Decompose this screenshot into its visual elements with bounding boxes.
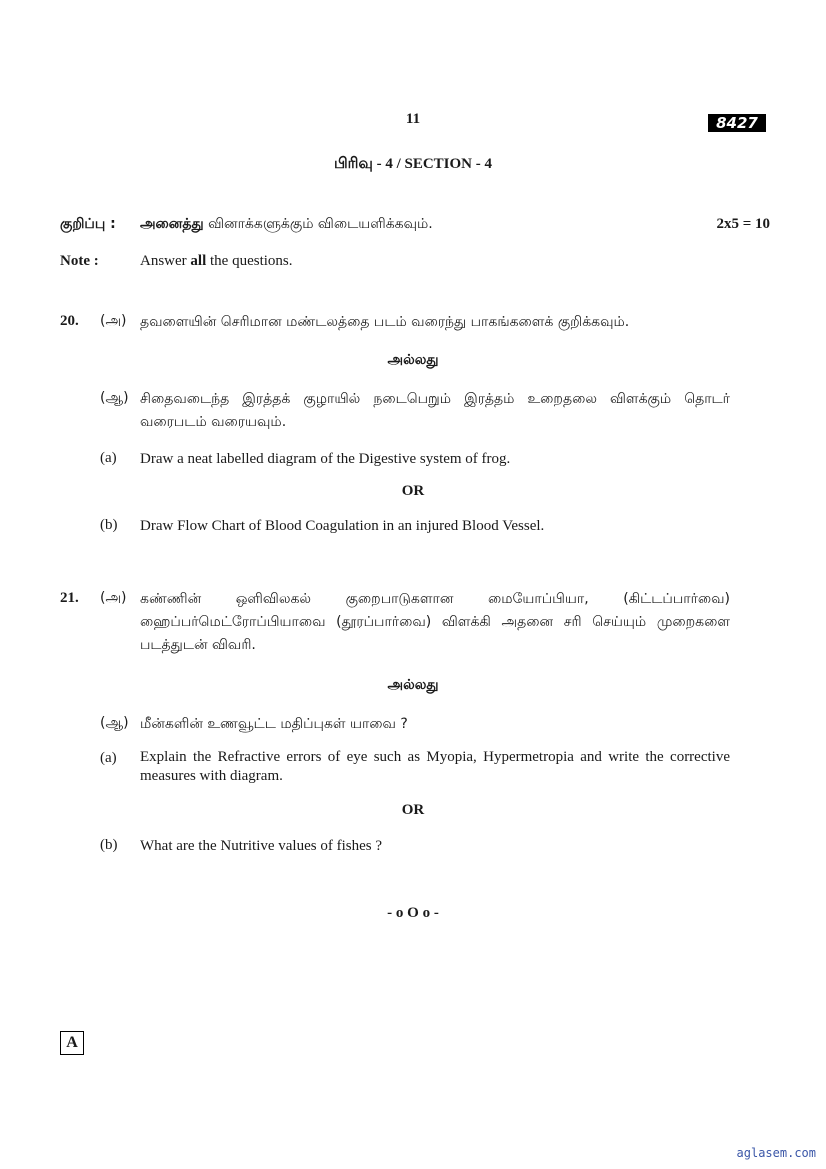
- question-21-english-b: What are the Nutritive values of fishes ?: [140, 838, 382, 854]
- or-divider-tamil: அல்லது: [387, 677, 439, 693]
- or-divider-tamil: அல்லது: [387, 352, 439, 368]
- paper-code-badge: 8427: [708, 114, 766, 132]
- version-box: A: [60, 1031, 84, 1055]
- question-number: 20.: [60, 313, 79, 329]
- instruction-tamil-text: வினாக்களுக்கும் விடையளிக்கவும்.: [208, 216, 433, 232]
- instruction-english-pre: Answer: [140, 253, 187, 269]
- question-option-label: (அ): [100, 313, 127, 329]
- question-20-tamil-a: தவளையின் செரிமான மண்டலத்தை படம் வரைந்து பாகங்களைக் குறிக்கவும்.: [140, 314, 630, 330]
- question-21-tamil-b: மீன்களின் உணவூட்ட மதிப்புகள் யாவை ?: [140, 716, 408, 732]
- page-number: 11: [405, 111, 421, 127]
- question-number: 21.: [60, 590, 79, 606]
- question-option-label: (அ): [100, 590, 127, 606]
- section-title: பிரிவு - 4 / SECTION - 4: [333, 156, 492, 172]
- question-20-english-b: Draw Flow Chart of Blood Coagulation in an injured Blood Vessel.: [140, 518, 545, 534]
- question-option-label: (ஆ): [100, 715, 129, 731]
- marks-total: 2x5 = 10: [716, 216, 770, 232]
- instruction-tamil-label: குறிப்பு :: [60, 216, 116, 232]
- question-option-label: (b): [100, 517, 118, 533]
- question-21-english-a: Explain the Refractive errors of eye such as Myopia, Hypermetropia and write the corrective measures with diagram.: [140, 749, 730, 784]
- instruction-english: [140, 253, 293, 270]
- question-option-label: (a): [100, 750, 117, 766]
- instruction-english-bold: all: [190, 253, 207, 269]
- instruction-english-label: Note :: [60, 253, 99, 269]
- question-option-label: (ஆ): [100, 390, 129, 406]
- question-20-english-a: Draw a neat labelled diagram of the Digestive system of frog.: [140, 451, 511, 467]
- end-of-paper-mark: - o O o -: [387, 905, 439, 921]
- instruction-tamil-bold: அனைத்து: [140, 216, 204, 232]
- question-option-label: (b): [100, 837, 118, 853]
- or-divider: OR: [401, 483, 425, 499]
- or-divider: OR: [401, 802, 425, 818]
- instruction-tamil: [140, 216, 433, 234]
- question-21-tamil-a: கண்ணின் ஒளிவிலகல் குறைபாடுகளான மையோப்பியா, (கிட்டப்பார்வை) ஹைப்பர்மெட்ரோப்பியாவை (தூரப்பார்வை) விளக்கி அதனை சரி செய்யும் முறைகளை படத்துடன் விவரி.: [140, 591, 730, 653]
- question-20-tamil-b: சிதைவடைந்த இரத்தக் குழாயில் நடைபெறும் இரத்தம் உறைதலை விளக்கும் தொடர் வரைபடம் வரையவும்.: [140, 391, 730, 430]
- instruction-english-post: the questions.: [210, 253, 293, 269]
- footer-watermark[interactable]: aglasem.com: [736, 1146, 816, 1160]
- question-option-label: (a): [100, 450, 117, 466]
